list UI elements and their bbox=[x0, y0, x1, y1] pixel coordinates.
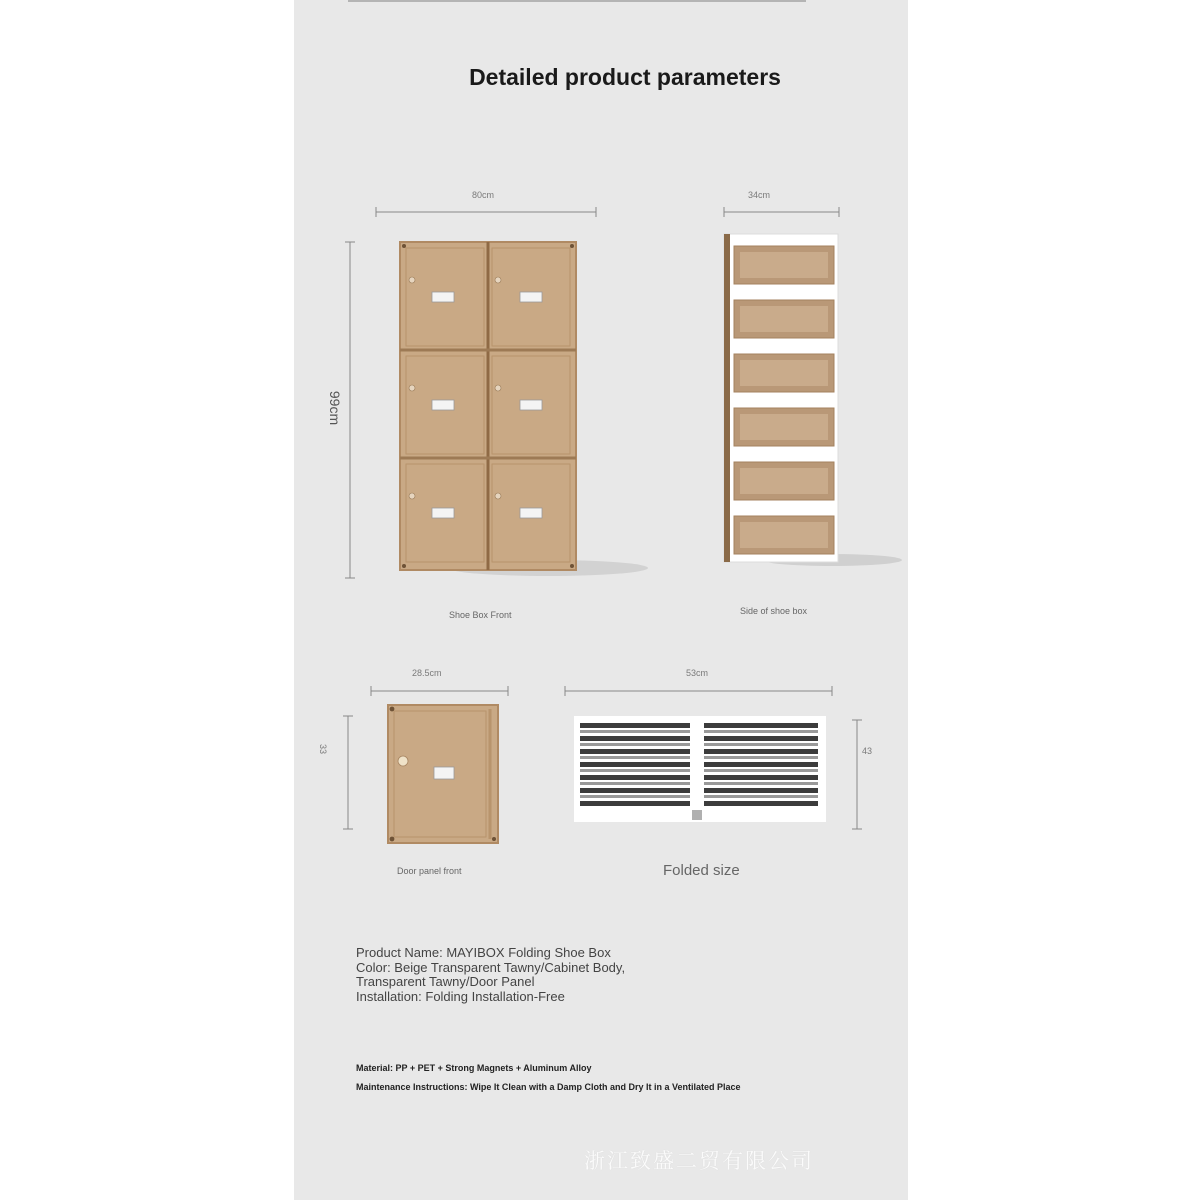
side-caption: Side of shoe box bbox=[740, 606, 808, 616]
folded-width-dimension-line bbox=[563, 684, 835, 698]
product-panel bbox=[294, 0, 908, 1200]
door-width-label: 28.5cm bbox=[412, 668, 442, 678]
side-depth-label: 34cm bbox=[748, 190, 771, 200]
spec-installation: Installation: Folding Installation-Free bbox=[356, 988, 565, 1004]
spec-color: Color: Beige Transparent Tawny/Cabinet Body, bbox=[356, 959, 626, 975]
top-divider bbox=[348, 0, 806, 2]
company-watermark: 浙江致盛二贸有限公司 bbox=[584, 1150, 814, 1173]
front-width-dimension-line bbox=[374, 205, 599, 219]
spec-product-name: Product Name: MAYIBOX Folding Shoe Box bbox=[356, 945, 611, 960]
door-panel-illustration bbox=[386, 703, 502, 845]
shoe-box-side-illustration bbox=[722, 232, 892, 572]
front-caption: Shoe Box Front bbox=[449, 610, 512, 620]
door-caption: Door panel front bbox=[397, 866, 462, 876]
folded-height-dimension-line bbox=[850, 718, 864, 832]
front-height-label: 99cm bbox=[327, 390, 344, 426]
page-title: Detailed product parameters bbox=[469, 64, 781, 90]
shoe-box-front-illustration bbox=[398, 240, 648, 580]
spec-material: Material: PP + PET + Strong Magnets + Aluminum Alloy bbox=[356, 1063, 592, 1073]
front-width-label: 80cm bbox=[472, 190, 495, 200]
side-depth-dimension-line bbox=[722, 205, 842, 219]
spec-maintenance: Maintenance Instructions: Wipe It Clean with a Damp Cloth and Dry It in a Ventilated Place bbox=[356, 1082, 741, 1092]
door-height-dimension-line bbox=[341, 714, 355, 832]
folded-caption: Folded size bbox=[663, 862, 740, 879]
door-height-label: 33 bbox=[318, 743, 329, 755]
door-width-dimension-line bbox=[369, 684, 511, 698]
spec-color-continued: Transparent Tawny/Door Panel bbox=[356, 974, 535, 989]
folded-height-label: 43 bbox=[862, 746, 873, 756]
spec-block bbox=[356, 946, 836, 1004]
folded-width-label: 53cm bbox=[686, 668, 709, 678]
front-height-dimension-line bbox=[343, 240, 357, 582]
folded-stack-illustration bbox=[574, 716, 826, 824]
